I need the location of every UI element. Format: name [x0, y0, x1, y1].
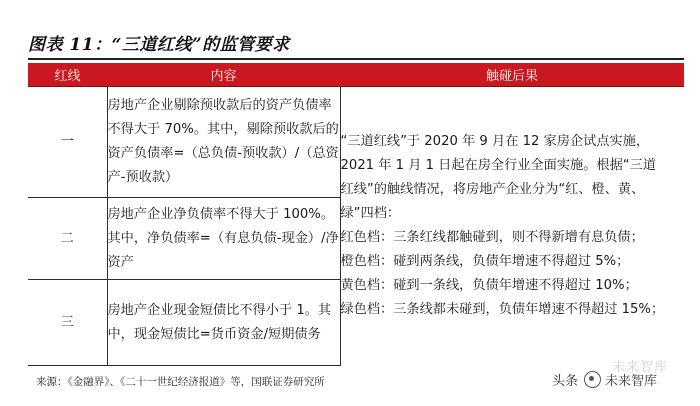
red-line-content: 房地产企业现金短债比不得小于 1。其中，现金短债比=货币资金/短期债务: [107, 280, 340, 366]
consequence-line: 黄色档：碰到一条线，负债年增速不得超过 10%；: [340, 278, 638, 294]
radar-icon: [584, 371, 601, 388]
watermark-account: 头条: [552, 374, 579, 389]
red-line-content: 房地产企业净负债率不得大于 100%。其中，净负债率=（有息负债-现金）/净资产: [107, 198, 340, 280]
consequence-line: 红线”的触线情况，将房地产企业分为“红、橙、黄、: [340, 182, 645, 198]
header-content: 内容: [107, 63, 340, 87]
requirements-table: [28, 63, 684, 366]
consequence-line: 红色档：三条红线都触碰到，则不得新增有息负债；: [340, 230, 644, 246]
consequence-line: 橙色档：碰到两条线，负债年增速不得超过 5%；: [340, 254, 630, 270]
watermark: [552, 370, 657, 389]
title-divider: [28, 58, 684, 60]
red-line-number: 一: [28, 87, 107, 198]
watermark-ghost-text: 未来智库: [612, 360, 669, 375]
red-line-content: 房地产企业剔除预收款后的资产负债率不得大于 70%。其中，剔除预收款后的资产负债率=（总负债-预收款）/（总资产-预收款）: [107, 87, 340, 198]
table-row: [28, 87, 684, 198]
header-line: 红线: [28, 63, 107, 87]
consequence-line: 绿”四档：: [340, 206, 401, 222]
consequence-cell: [340, 87, 684, 366]
watermark-brand: 未来智库: [605, 374, 658, 389]
consequence-line: “三道红线”于 2020 年 9 月在 12 家房企试点实施，: [340, 134, 650, 150]
figure-title: 图表 11：“三道红线”的监管要求: [28, 35, 290, 55]
red-line-number: 二: [28, 198, 107, 280]
red-line-number: 三: [28, 280, 107, 366]
consequence-line: 绿色档：三条线都未碰到，负债年增速不得超过 15%；: [340, 302, 665, 318]
source-note: 来源：《金融界》、《二十一世纪经济报道》等，国联证券研究所: [36, 376, 325, 388]
consequence-line: 2021 年 1 月 1 日起在房全行业全面实施。根据“三道: [340, 158, 657, 174]
header-consequence: 触碰后果: [340, 63, 684, 87]
table-header-row: [28, 63, 684, 87]
